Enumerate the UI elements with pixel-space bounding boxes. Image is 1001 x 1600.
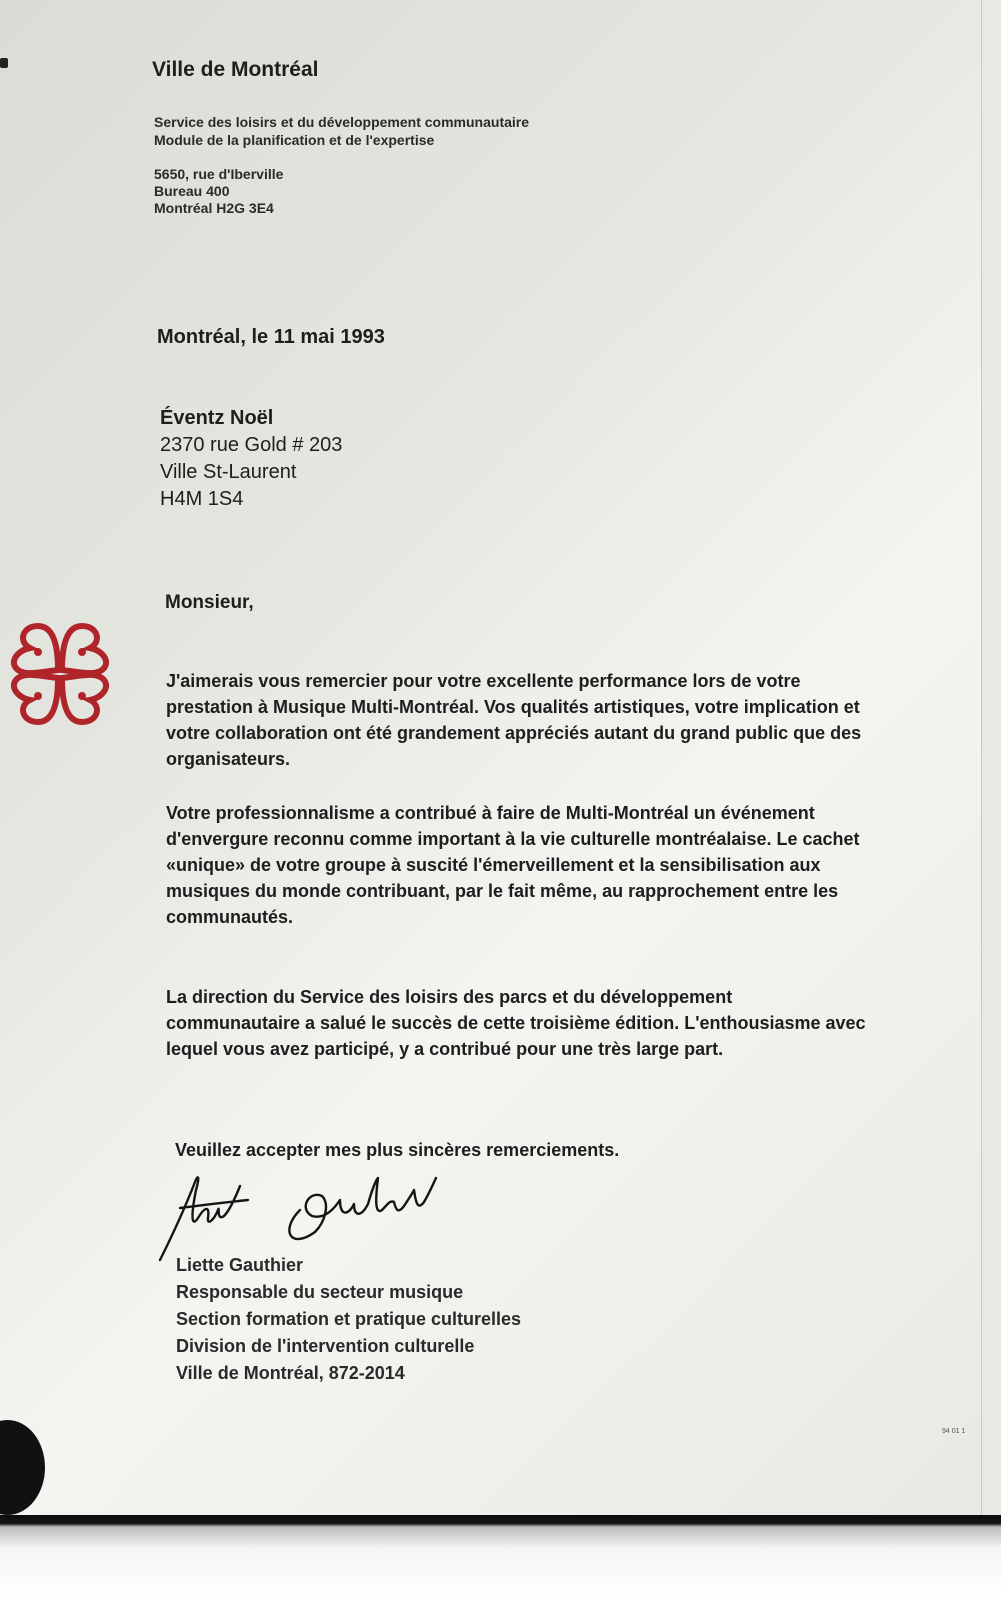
paragraph-3: La direction du Service des loisirs des parcs et du développement communautaire a salué le succès de cette troisième édition. L'enthousiasme avec lequel vous avez participé, y a contribué pour une très large part. bbox=[166, 987, 866, 1059]
form-code: 94 01 1 bbox=[942, 1428, 966, 1435]
letterhead-service bbox=[154, 113, 529, 149]
hole-punch-mark bbox=[0, 58, 8, 68]
signatory-contact: Ville de Montréal, 872-2014 bbox=[176, 1363, 405, 1383]
recipient-line-3: H4M 1S4 bbox=[160, 488, 244, 510]
signature-block bbox=[176, 1252, 521, 1387]
recipient-line-2: Ville St-Laurent bbox=[160, 461, 297, 483]
service-line-1: Service des loisirs et du développement communautaire bbox=[154, 114, 530, 130]
page-bottom-edge bbox=[0, 1515, 1001, 1600]
address-line-1: 5650, rue d'Iberville bbox=[154, 166, 284, 182]
recipient-block bbox=[160, 405, 342, 513]
closing-line: Veuillez accepter mes plus sincères remerciements. bbox=[175, 1140, 620, 1160]
paragraph-1: J'aimerais vous remercier pour votre excellente performance lors de votre prestation à Musique Multi-Montréal. Vos qualités artistiques, votre implication et votre collaboration ont été grandement appréciés autant du grand public que des organisateurs. bbox=[166, 671, 862, 769]
montreal-flower-logo-icon bbox=[0, 612, 125, 737]
salutation: Monsieur, bbox=[165, 592, 254, 613]
logo-shape bbox=[14, 626, 106, 722]
signatory-title: Responsable du secteur musique bbox=[176, 1282, 464, 1302]
address-line-2: Bureau 400 bbox=[154, 183, 230, 199]
letterhead-organization: Ville de Montréal bbox=[152, 58, 319, 81]
address-line-3: Montréal H2G 3E4 bbox=[154, 200, 274, 216]
paragraph-2: Votre professionnalisme a contribué à faire de Multi-Montréal un événement d'envergure reconnu comme important à la vie culturelle montréalaise. Le cachet «unique» de votre groupe à suscité l'émerveillement et la sensibilisation aux musiques du monde contribuant, par le fait même, au rapprochement entre les communautés. bbox=[166, 803, 860, 927]
service-line-2: Module de la planification et de l'expertise bbox=[154, 132, 435, 148]
signatory-section: Section formation et pratique culturelles bbox=[176, 1309, 522, 1329]
signatory-name: Liette Gauthier bbox=[176, 1255, 304, 1275]
letter-date: Montréal, le 11 mai 1993 bbox=[157, 326, 385, 348]
letterhead-address bbox=[154, 166, 283, 217]
signatory-division: Division de l'intervention culturelle bbox=[176, 1336, 475, 1356]
recipient-name: Éventz Noël bbox=[160, 407, 274, 429]
recipient-line-1: 2370 rue Gold # 203 bbox=[160, 434, 343, 456]
